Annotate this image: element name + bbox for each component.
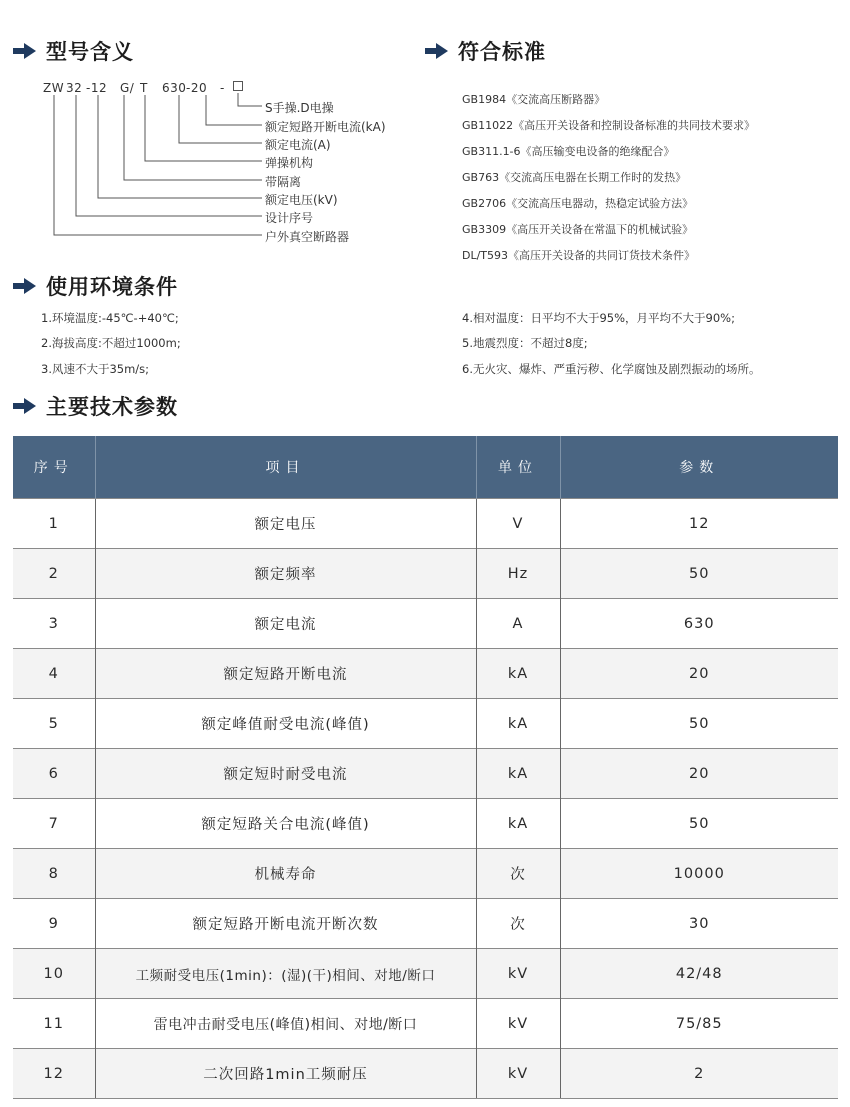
cell-unit: kA — [476, 699, 560, 749]
cell-value: 630 — [560, 599, 838, 649]
standard-item: GB3309《高压开关设备在常温下的机械试验》 — [462, 223, 694, 236]
cell-unit: 次 — [476, 899, 560, 949]
cell-seq: 6 — [13, 749, 95, 799]
cell-seq: 2 — [13, 549, 95, 599]
header-seq: 序号 — [13, 436, 95, 499]
cell-unit: kV — [476, 1049, 560, 1099]
cell-item: 额定短路开断电流开断次数 — [95, 899, 476, 949]
section-title-model-text: 型号含义 — [46, 40, 134, 64]
cell-unit: Hz — [476, 549, 560, 599]
legend-item: S手操.D电操 — [265, 101, 334, 115]
legend-item: 户外真空断路器 — [265, 230, 350, 244]
code-part: T — [140, 81, 148, 95]
section-title-environment — [12, 272, 178, 300]
cell-unit: kV — [476, 999, 560, 1049]
arrow-right-icon — [12, 277, 38, 295]
env-item: 3.风速不大于35m/s; — [41, 362, 150, 376]
standard-item: DL/T593《高压开关设备的共同订货技术条件》 — [462, 249, 696, 262]
cell-seq: 5 — [13, 699, 95, 749]
env-item: 1.环境温度:-45℃-+40℃; — [41, 311, 179, 325]
legend-item: 额定电压(kV) — [265, 193, 338, 207]
table-row — [13, 499, 838, 549]
legend-item: 设计序号 — [265, 211, 314, 225]
standard-item: GB11022《高压开关设备和控制设备标准的共同技术要求》 — [462, 119, 756, 132]
standard-item: GB2706《交流高压电器动，热稳定试验方法》 — [462, 197, 694, 210]
table-row — [13, 549, 838, 599]
cell-value: 42/48 — [560, 949, 838, 999]
cell-value: 2 — [560, 1049, 838, 1099]
cell-unit: kA — [476, 649, 560, 699]
section-title-params — [12, 392, 178, 420]
table-row — [13, 699, 838, 749]
table-row — [13, 999, 838, 1049]
cell-seq: 8 — [13, 849, 95, 899]
section-title-params-text: 主要技术参数 — [46, 395, 178, 419]
standard-item: GB311.1-6《高压输变电设备的绝缘配合》 — [462, 145, 675, 158]
cell-item: 工频耐受电压(1min)：(湿)(干)相间、对地/断口 — [95, 949, 476, 999]
table-row — [13, 749, 838, 799]
table-row — [13, 1049, 838, 1099]
legend-item: 带隔离 — [265, 175, 302, 189]
code-part: 630 — [162, 81, 187, 95]
cell-value: 50 — [560, 799, 838, 849]
cell-seq: 12 — [13, 1049, 95, 1099]
cell-item: 雷电冲击耐受电压(峰值)相间、对地/断口 — [95, 999, 476, 1049]
cell-value: 10000 — [560, 849, 838, 899]
legend-item: 额定短路开断电流(kA) — [265, 120, 386, 134]
legend-item: 额定电流(A) — [265, 138, 331, 152]
cell-value: 50 — [560, 699, 838, 749]
header-item: 项目 — [95, 436, 476, 499]
cell-value: 12 — [560, 499, 838, 549]
cell-item: 额定电流 — [95, 599, 476, 649]
section-title-standards-text: 符合标准 — [458, 40, 546, 64]
table-row — [13, 799, 838, 849]
header-value: 参数 — [560, 436, 838, 499]
cell-value: 20 — [560, 749, 838, 799]
cell-item: 额定峰值耐受电流(峰值) — [95, 699, 476, 749]
cell-unit: kA — [476, 749, 560, 799]
header-unit: 单位 — [476, 436, 560, 499]
cell-item: 额定短时耐受电流 — [95, 749, 476, 799]
table-row — [13, 649, 838, 699]
cell-item: 额定短路关合电流(峰值) — [95, 799, 476, 849]
cell-seq: 11 — [13, 999, 95, 1049]
code-part: - — [220, 81, 225, 95]
legend-item: 弹操机构 — [265, 156, 314, 170]
params-table — [13, 436, 838, 1099]
table-row — [13, 849, 838, 899]
code-part: -12 — [86, 81, 108, 95]
table-row — [13, 599, 838, 649]
env-item: 2.海拔高度:不超过1000m; — [41, 336, 181, 350]
code-part: ZW — [43, 81, 65, 95]
cell-seq: 10 — [13, 949, 95, 999]
section-title-standards — [424, 37, 546, 65]
env-item: 6.无火灾、爆炸、严重污秽、化学腐蚀及剧烈振动的场所。 — [462, 362, 761, 376]
cell-unit: kV — [476, 949, 560, 999]
table-row — [13, 949, 838, 999]
cell-value: 30 — [560, 899, 838, 949]
cell-seq: 1 — [13, 499, 95, 549]
code-part: 32 — [66, 81, 83, 95]
model-code-tree — [0, 0, 270, 245]
cell-unit: A — [476, 599, 560, 649]
cell-item: 机械寿命 — [95, 849, 476, 899]
code-part: G/ — [120, 81, 135, 95]
cell-unit: V — [476, 499, 560, 549]
cell-seq: 3 — [13, 599, 95, 649]
cell-item: 额定短路开断电流 — [95, 649, 476, 699]
cell-seq: 4 — [13, 649, 95, 699]
standard-item: GB763《交流高压电器在长期工作时的发热》 — [462, 171, 687, 184]
cell-item: 二次回路1min工频耐压 — [95, 1049, 476, 1099]
code-part: -20 — [186, 81, 208, 95]
cell-seq: 9 — [13, 899, 95, 949]
arrow-right-icon — [424, 42, 450, 60]
cell-value: 50 — [560, 549, 838, 599]
env-item: 5.地震烈度：不超过8度; — [462, 336, 588, 350]
section-title-environment-text: 使用环境条件 — [46, 275, 178, 299]
cell-value: 20 — [560, 649, 838, 699]
cell-value: 75/85 — [560, 999, 838, 1049]
cell-item: 额定电压 — [95, 499, 476, 549]
cell-seq: 7 — [13, 799, 95, 849]
table-row — [13, 899, 838, 949]
arrow-right-icon — [12, 397, 38, 415]
table-header-row — [13, 436, 838, 499]
standard-item: GB1984《交流高压断路器》 — [462, 93, 606, 106]
cell-item: 额定频率 — [95, 549, 476, 599]
cell-unit: 次 — [476, 849, 560, 899]
cell-unit: kA — [476, 799, 560, 849]
env-item: 4.相对温度：日平均不大于95%，月平均不大于90%; — [462, 311, 735, 325]
